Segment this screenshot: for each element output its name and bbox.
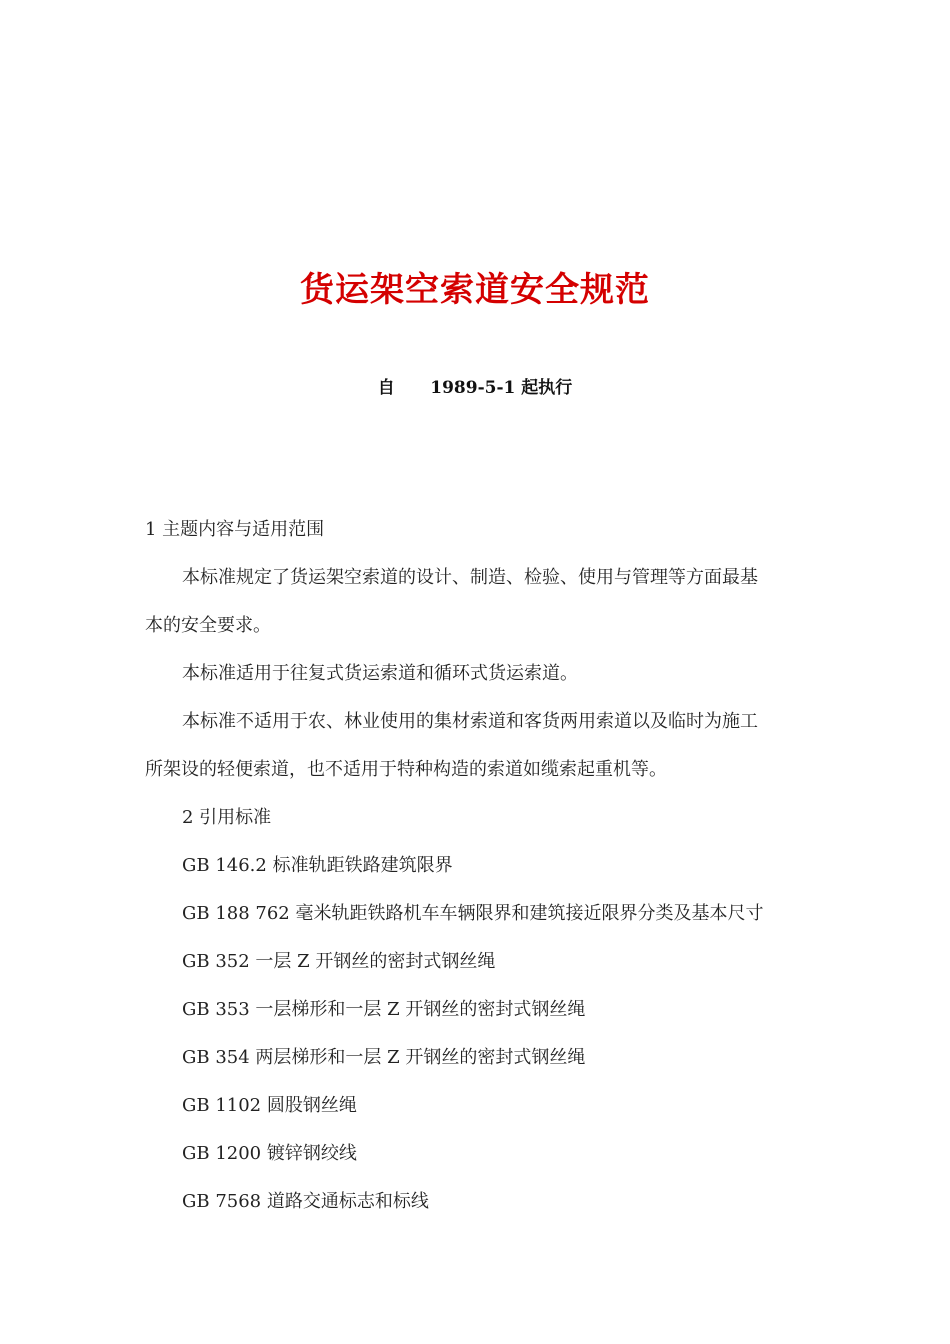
reference-item: GB 352 一层 Z 开钢丝的密封式钢丝绳: [182, 951, 496, 972]
paragraph-1-line-2: 本的安全要求。: [145, 615, 271, 636]
date-value: 1989-5-1: [430, 378, 516, 398]
section-2-heading: 2 引用标准: [182, 807, 272, 828]
reference-item: GB 1200 镀锌钢绞线: [182, 1143, 357, 1164]
section-1-heading: 1 主题内容与适用范围: [145, 519, 325, 540]
document-title: 货运架空索道安全规范: [300, 270, 650, 310]
reference-item: GB 354 两层梯形和一层 Z 开钢丝的密封式钢丝绳: [182, 1047, 586, 1068]
reference-item: GB 146.2 标准轨距铁路建筑限界: [182, 855, 453, 876]
effective-date-line: [0, 373, 950, 398]
date-prefix: 自: [377, 378, 395, 398]
paragraph-1-line-1: 本标准规定了货运架空索道的设计、制造、检验、使用与管理等方面最基: [182, 567, 758, 588]
reference-item: GB 1102 圆股钢丝绳: [182, 1095, 357, 1116]
document-body: [145, 506, 805, 1226]
paragraph-3-line-1: 本标准不适用于农、林业使用的集材索道和客货两用索道以及临时为施工: [182, 711, 758, 732]
paragraph-3-line-2: 所架设的轻便索道，也不适用于特种构造的索道如缆索起重机等。: [145, 759, 667, 780]
reference-item: GB 7568 道路交通标志和标线: [182, 1191, 429, 1212]
reference-item: GB 353 一层梯形和一层 Z 开钢丝的密封式钢丝绳: [182, 999, 586, 1020]
paragraph-2: 本标准适用于往复式货运索道和循环式货运索道。: [182, 663, 578, 684]
date-suffix: 起执行: [521, 378, 573, 398]
reference-item: GB 188 762 毫米轨距铁路机车车辆限界和建筑接近限界分类及基本尺寸: [182, 903, 764, 924]
